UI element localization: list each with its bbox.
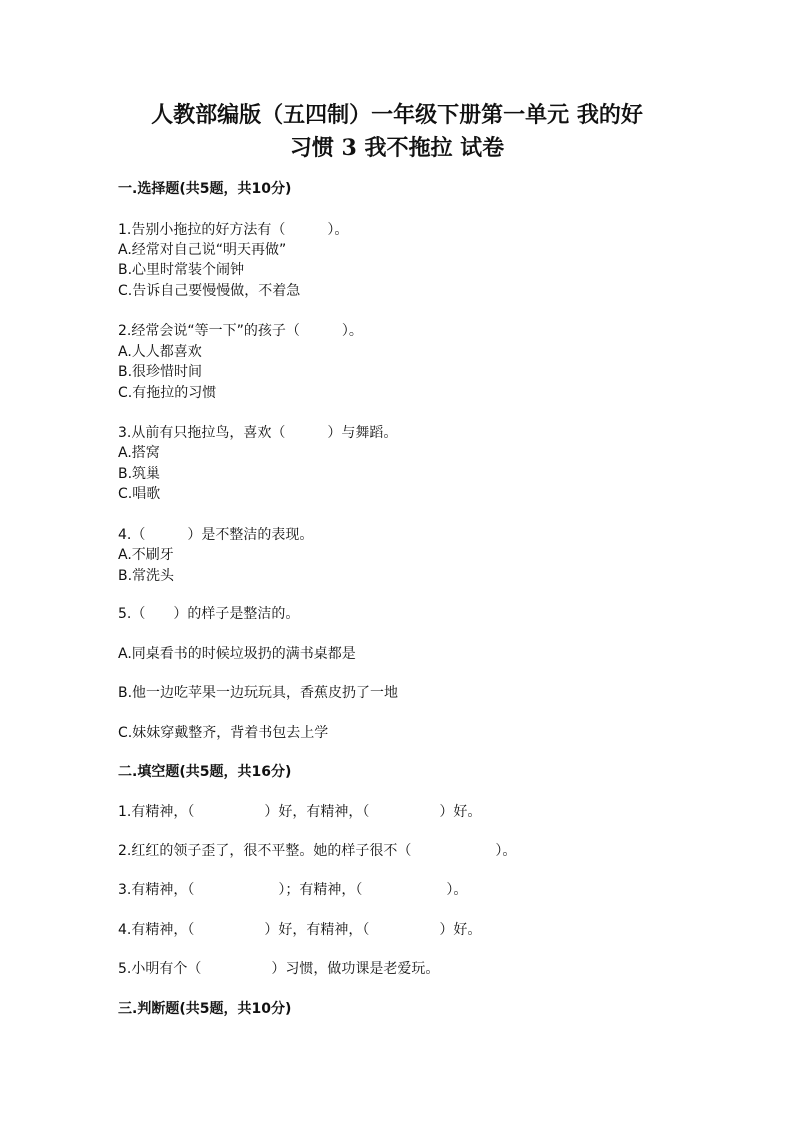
choice-q1-option-b: B.心里时常装个闹钟 bbox=[118, 262, 245, 278]
choice-q2-option-b: B.很珍惜时间 bbox=[118, 364, 203, 380]
choice-q4-option-a: A.不刷牙 bbox=[118, 547, 174, 563]
choice-q2-option-a: A.人人都喜欢 bbox=[118, 344, 202, 360]
choice-q3-option-a: A.搭窝 bbox=[118, 445, 160, 461]
section-heading-fill: 二.填空题(共5题，共16分) bbox=[118, 764, 292, 780]
choice-q4-option-b: B.常洗头 bbox=[118, 568, 175, 584]
choice-q3-option-b: B.筑巢 bbox=[118, 466, 161, 482]
choice-q2-option-c: C.有拖拉的习惯 bbox=[118, 385, 217, 401]
choice-q2-stem: 2.经常会说“等一下”的孩子（ ）。 bbox=[118, 323, 363, 339]
exam-title-line-2: 习惯 3 我不拖拉 试卷 bbox=[289, 135, 505, 161]
section-heading-judge: 三.判断题(共5题，共10分) bbox=[118, 1001, 292, 1017]
choice-q3-option-c: C.唱歌 bbox=[118, 486, 161, 502]
exam-title-line-1: 人教部编版（五四制）一年级下册第一单元 我的好 bbox=[151, 102, 643, 128]
fill-q4: 4.有精神，（ ）好，有精神，（ ）好。 bbox=[118, 922, 482, 938]
fill-q2: 2.红红的领子歪了，很不平整。她的样子很不（ ）。 bbox=[118, 843, 517, 859]
fill-q3: 3.有精神，（ ）；有精神，（ ）。 bbox=[118, 882, 468, 898]
fill-q5: 5.小明有个（ ）习惯，做功课是老爱玩。 bbox=[118, 961, 440, 977]
choice-q4-stem: 4.（ ）是不整洁的表现。 bbox=[118, 527, 314, 543]
choice-q1-option-c: C.告诉自己要慢慢做，不着急 bbox=[118, 283, 301, 299]
fill-q1: 1.有精神，（ ）好，有精神，（ ）好。 bbox=[118, 804, 482, 820]
choice-q5-option-c: C.妹妹穿戴整齐，背着书包去上学 bbox=[118, 725, 329, 741]
choice-q5-option-b: B.他一边吃苹果一边玩玩具，香蕉皮扔了一地 bbox=[118, 685, 399, 701]
choice-q1-stem: 1.告别小拖拉的好方法有（ ）。 bbox=[118, 222, 349, 238]
choice-q5-stem: 5.（ ）的样子是整洁的。 bbox=[118, 606, 300, 622]
choice-q3-stem: 3.从前有只拖拉鸟，喜欢（ ）与舞蹈。 bbox=[118, 425, 398, 441]
choice-q1-option-a: A.经常对自己说“明天再做” bbox=[118, 242, 287, 258]
choice-q5-option-a: A.同桌看书的时候垃圾扔的满书桌都是 bbox=[118, 646, 356, 662]
section-heading-choice: 一.选择题(共5题，共10分) bbox=[118, 181, 292, 197]
